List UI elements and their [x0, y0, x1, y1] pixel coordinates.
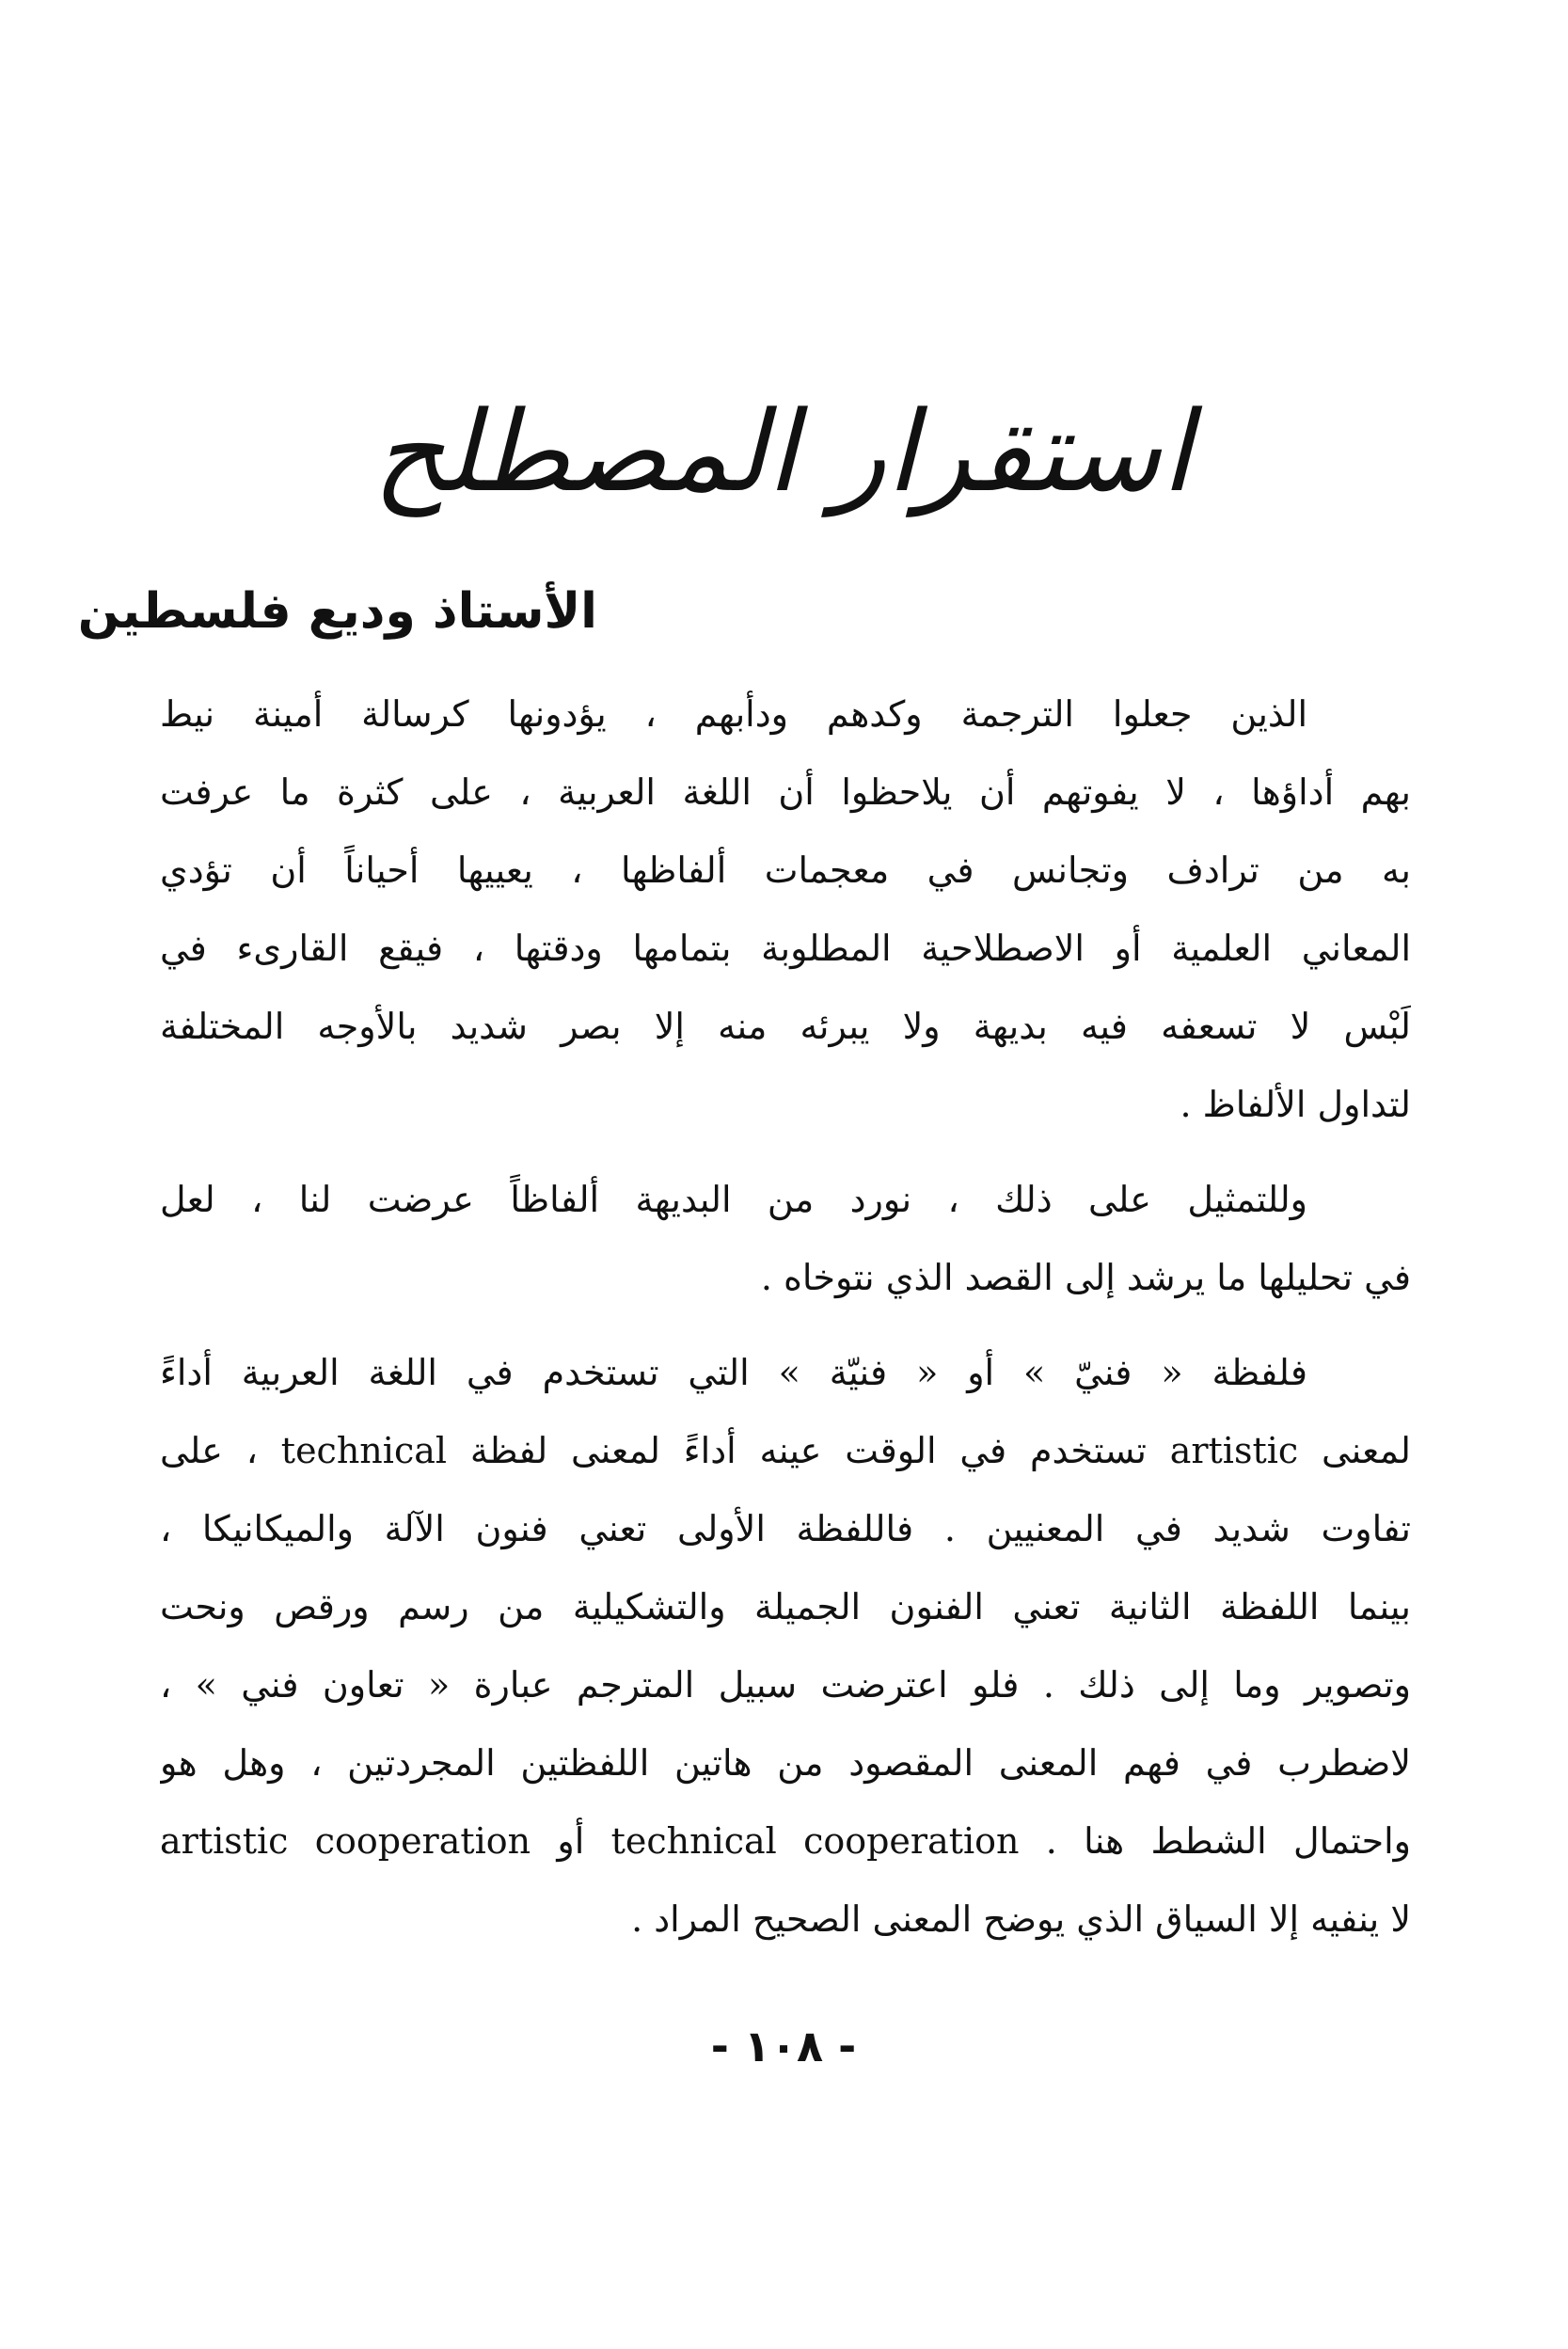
- paragraph-3: [160, 1334, 1411, 1959]
- text-line: artistic cooperation أو technical cooperation . واحتمال الشطط هنا: [160, 1820, 1411, 1862]
- paragraph-2: [160, 1161, 1411, 1317]
- paragraph-1: [160, 675, 1411, 1144]
- article-body: [160, 675, 1411, 1976]
- author-name: الأستاذ وديع فلسطين: [77, 583, 597, 640]
- page-number: - ١٠٨ -: [710, 2021, 857, 2071]
- text-line: الذين جعلوا الترجمة وكدهم ودأبهم ، يؤدونها كرسالة أمينة نيط: [160, 693, 1307, 735]
- text-line: لا ينفيه إلا السياق الذي يوضح المعنى الصحيح المراد .: [631, 1898, 1411, 1940]
- text-line: في تحليلها ما يرشد إلى القصد الذي نتوخاه .: [760, 1257, 1411, 1298]
- text-line: تفاوت شديد في المعنيين . فاللفظة الأولى تعني فنون الآلة والميكانيكا ،: [160, 1508, 1411, 1549]
- text-line: لَبْس لا تسعفه فيه بديهة ولا يبرئه منه إلا بصر شديد بالأوجه المختلفة: [160, 1006, 1411, 1047]
- text-line: لاضطرب في فهم المعنى المقصود من هاتين اللفظتين المجردتين ، وهل هو: [160, 1742, 1411, 1784]
- text-line: به من ترادف وتجانس في معجمات ألفاظها ، يعييها أحياناً أن تؤدي: [160, 849, 1411, 891]
- article-title: استقرار المصطلح: [372, 387, 1192, 516]
- text-line: وللتمثيل على ذلك ، نورد من البديهة ألفاظاً عرضت لنا ، لعل: [160, 1179, 1307, 1220]
- text-line: بينما اللفظة الثانية تعني الفنون الجميلة والتشكيلية من رسم ورقص ونحت: [160, 1586, 1411, 1627]
- text-line: لمعنى artistic تستخدم في الوقت عينه أداءً لمعنى لفظة technical ، على: [160, 1430, 1411, 1471]
- text-line: فلفظة « فنيّ » أو « فنيّة » التي تستخدم في اللغة العربية أداءً: [160, 1352, 1307, 1393]
- text-line: بهم أداؤها ، لا يفوتهم أن يلاحظوا أن اللغة العربية ، على كثرة ما عرفت: [160, 771, 1411, 813]
- text-line: وتصوير وما إلى ذلك . فلو اعترضت سبيل المترجم عبارة « تعاون فني » ،: [160, 1664, 1411, 1706]
- text-line: المعاني العلمية أو الاصطلاحية المطلوبة بتمامها ودقتها ، فيقع القارىء في: [160, 928, 1411, 969]
- text-line: لتداول الألفاظ .: [1180, 1084, 1411, 1125]
